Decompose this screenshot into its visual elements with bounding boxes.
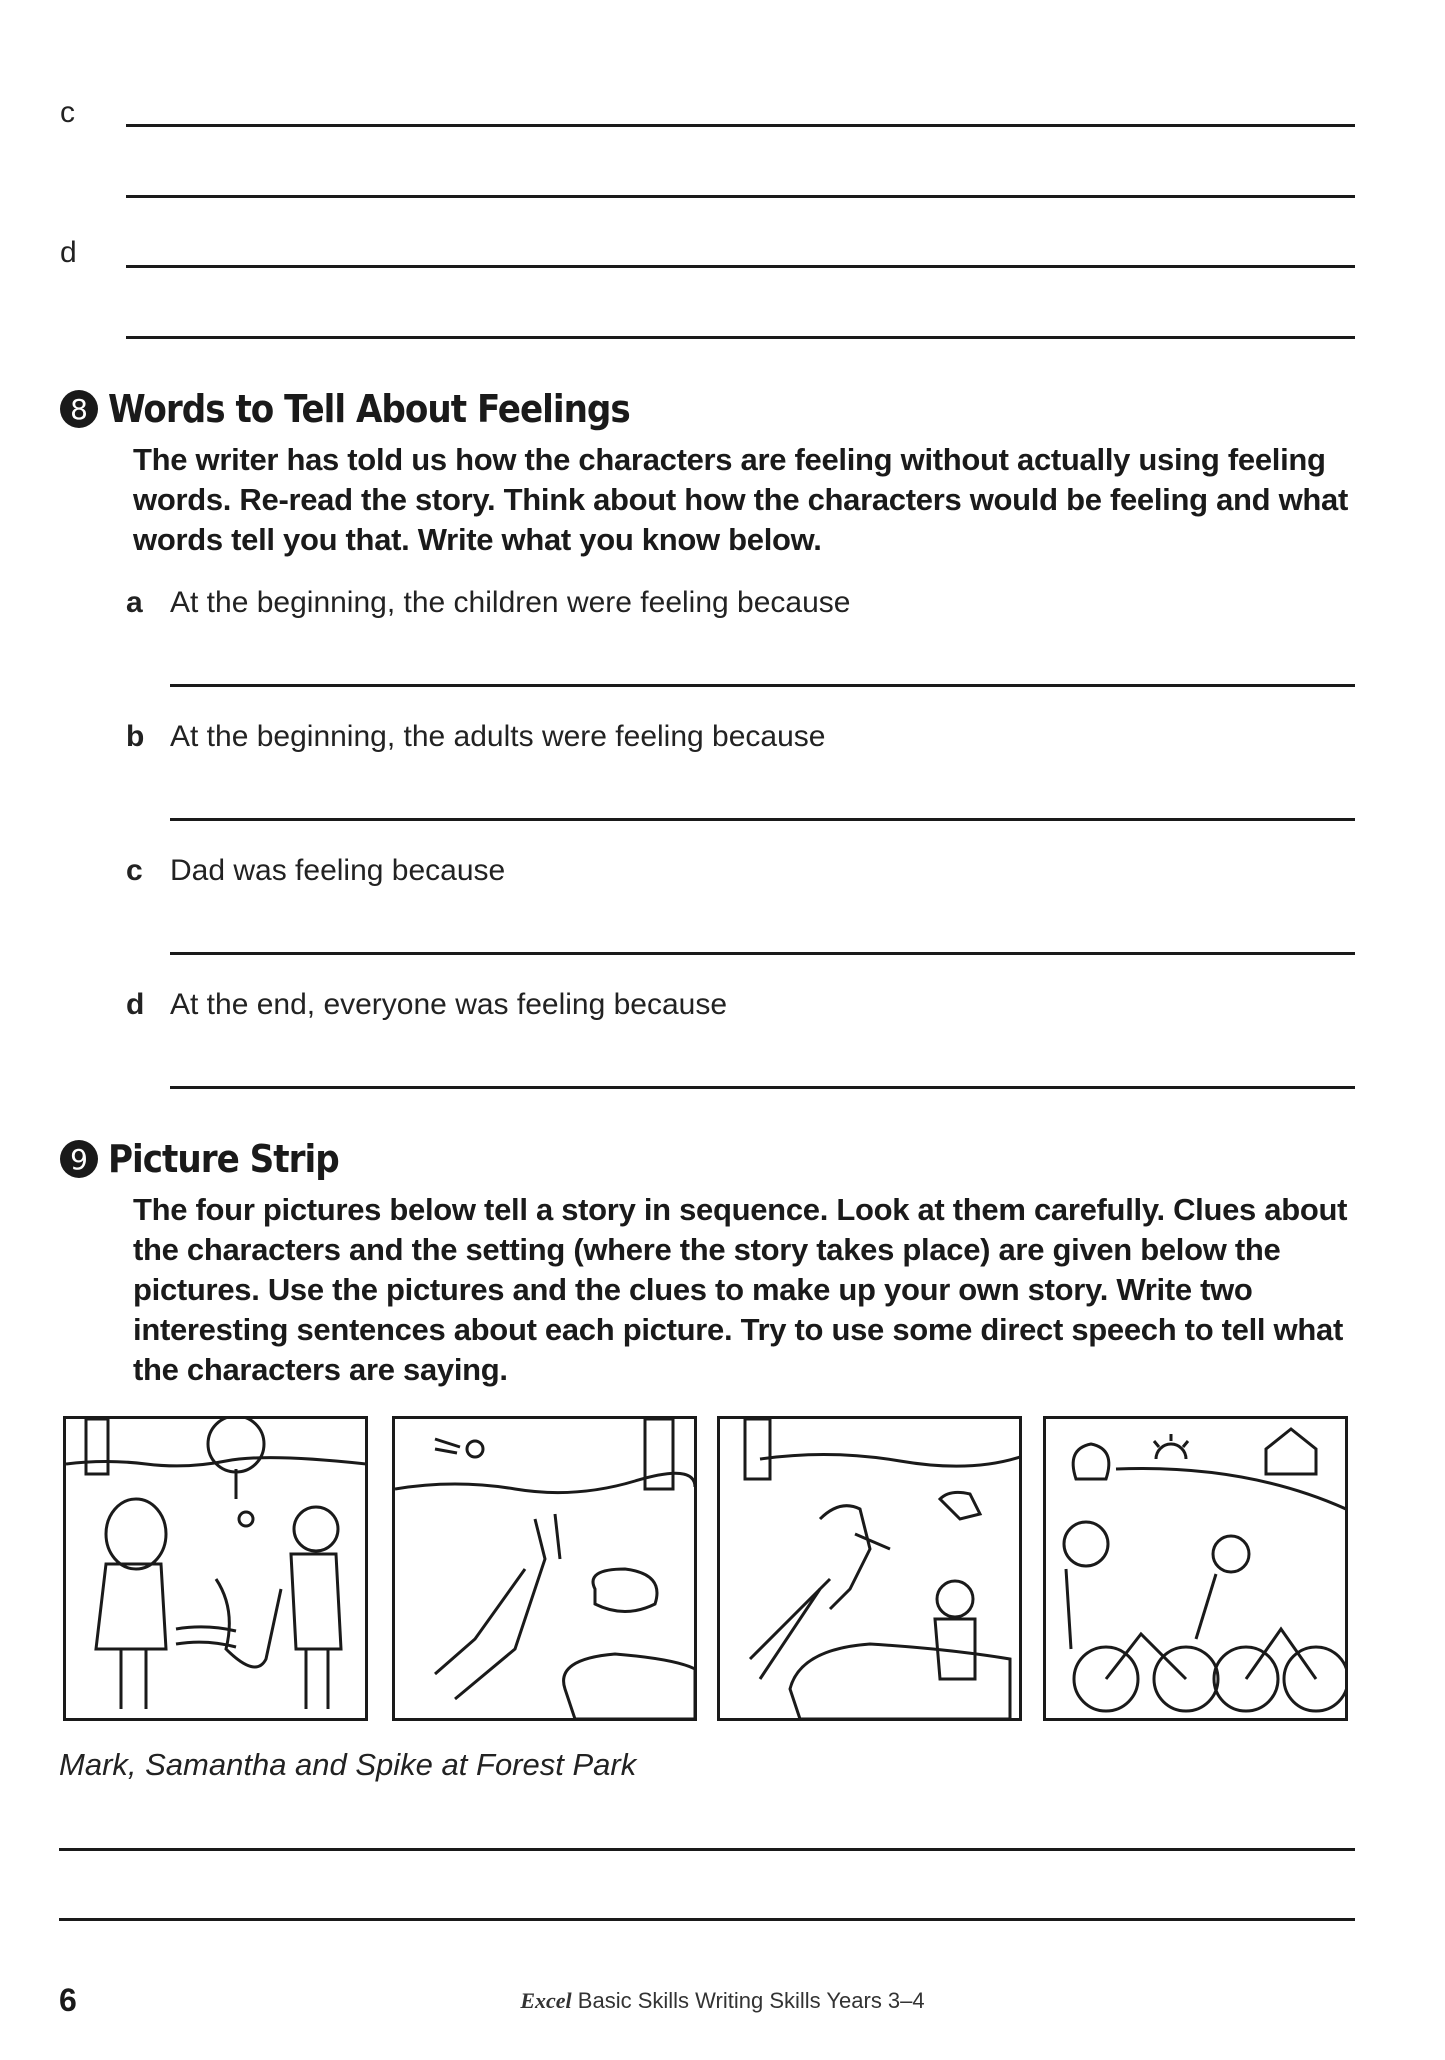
section-number-badge: 9 — [60, 1140, 98, 1178]
answer-line[interactable] — [170, 684, 1355, 687]
section-number-badge: 8 — [60, 390, 98, 428]
question-text: Dad was feeling because — [170, 854, 506, 887]
picture-caption: Mark, Samantha and Spike at Forest Park — [59, 1747, 637, 1782]
picture-panel-1 — [63, 1416, 368, 1721]
family-riding-bikes-home-icon — [1046, 1419, 1346, 1719]
question-letter: d — [126, 988, 145, 1021]
answer-line[interactable] — [126, 124, 1355, 127]
section-9-heading — [60, 1137, 339, 1181]
section-title: Picture Strip — [108, 1137, 339, 1181]
question-letter: c — [126, 854, 143, 887]
question-text: At the beginning, the adults were feeling because — [170, 720, 826, 753]
book-title: Basic Skills Writing Skills Years 3–4 — [577, 1988, 925, 2013]
question-letter: b — [126, 720, 145, 753]
dog-leaping-man-in-pond-icon — [720, 1419, 1020, 1719]
question-text: At the beginning, the children were feeling because — [170, 586, 851, 619]
answer-line[interactable] — [170, 818, 1355, 821]
picture-panel-3 — [717, 1416, 1022, 1721]
footer-title — [0, 1988, 1445, 2014]
children-playing-ball-icon — [66, 1419, 366, 1719]
answer-line[interactable] — [126, 195, 1355, 198]
question-c — [126, 854, 505, 888]
man-diving-for-ball-icon — [395, 1419, 695, 1719]
answer-line[interactable] — [170, 1086, 1355, 1089]
answer-line[interactable] — [59, 1848, 1355, 1851]
answer-line[interactable] — [59, 1918, 1355, 1921]
picture-panel-4 — [1043, 1416, 1348, 1721]
answer-line[interactable] — [126, 336, 1355, 339]
section-8-heading — [60, 387, 630, 431]
picture-panel-2 — [392, 1416, 697, 1721]
item-label-c: c — [60, 96, 75, 129]
question-letter: a — [126, 586, 143, 619]
brand-name: Excel — [520, 1988, 572, 2013]
question-d — [126, 988, 727, 1022]
answer-line[interactable] — [170, 952, 1355, 955]
section-title: Words to Tell About Feelings — [108, 387, 630, 431]
page-number: 6 — [59, 1982, 77, 2018]
question-b — [126, 720, 825, 754]
item-label-d: d — [60, 236, 77, 269]
answer-line[interactable] — [126, 265, 1355, 268]
question-a — [126, 586, 850, 620]
section-8-instructions: The writer has told us how the characters are feeling without actually using feeling words. Re-read the story. Think about how the characters would be feeling and what words tell you that. Write what you know below. — [133, 442, 1349, 557]
section-9-instructions: The four pictures below tell a story in sequence. Look at them carefully. Clues about the characters and the setting (where the story takes place) are given below the pictures. Use the pictures and the clues to make up your own story. Write two interesting sentences about each picture. Try to use some direct speech to tell what the characters are saying. — [133, 1192, 1348, 1387]
question-text: At the end, everyone was feeling because — [170, 988, 728, 1021]
